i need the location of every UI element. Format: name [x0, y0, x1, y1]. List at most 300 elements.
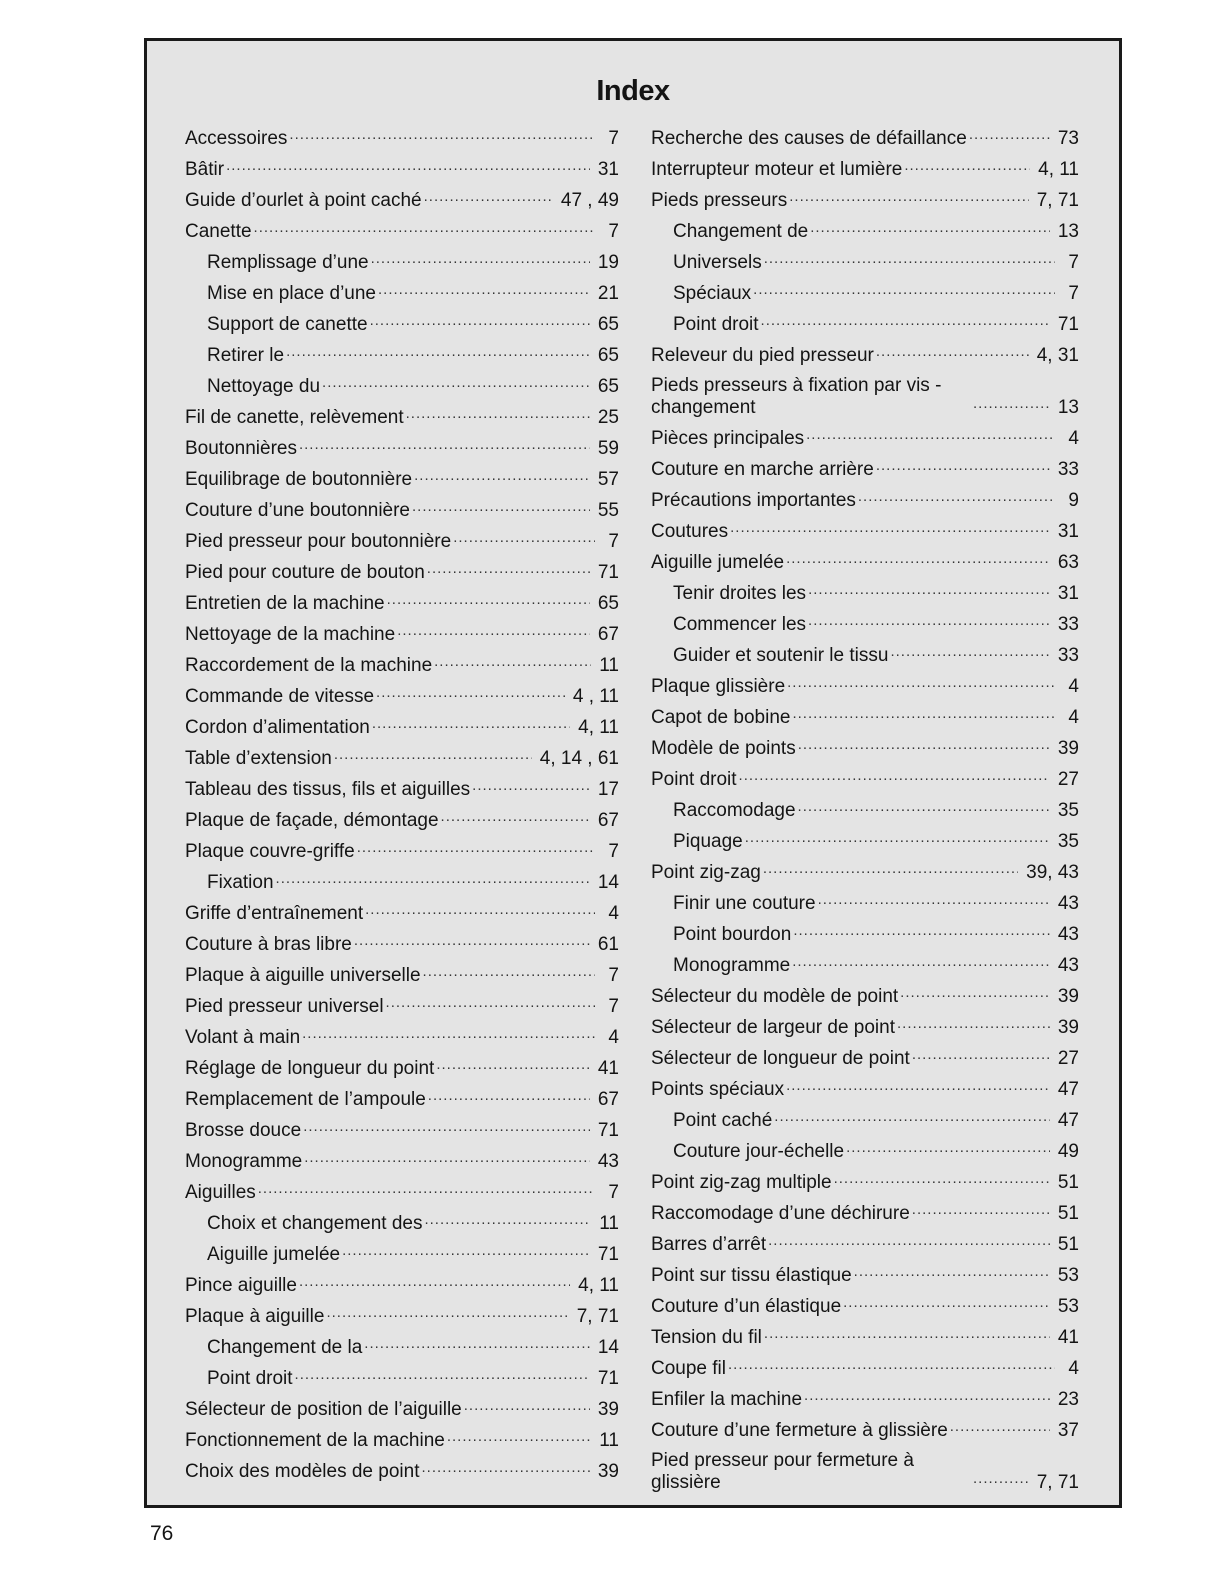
- index-entry-text: Interrupteur moteur et lumière: [651, 159, 903, 180]
- dot-leader: [424, 1209, 591, 1231]
- index-entry-page: 7: [608, 1182, 619, 1203]
- index-entry-page: 11: [599, 1213, 619, 1234]
- index-entry: [185, 367, 619, 398]
- index-entry-page: 31: [1057, 583, 1079, 604]
- index-entry: [651, 305, 1079, 336]
- index-entry: [185, 1235, 619, 1266]
- index-entry-page: 61: [597, 934, 619, 955]
- index-entry-text: Remplacement de l’ampoule: [185, 1089, 426, 1110]
- index-entry-text: Précautions importantes: [651, 490, 856, 511]
- dot-leader: [464, 1395, 590, 1417]
- index-entry-text: Aiguille jumelée: [207, 1244, 341, 1265]
- index-entry-page: 51: [1057, 1234, 1079, 1255]
- dot-leader: [302, 1023, 595, 1045]
- index-entry-text: Couture d’une boutonnière: [185, 500, 411, 521]
- index-entry-text: Coutures: [651, 521, 729, 542]
- index-entry-text: Tableau des tissus, fils et aiguilles: [185, 779, 471, 800]
- index-entry-text: Guider et soutenir le tissu: [673, 645, 889, 666]
- index-entry: [651, 119, 1079, 150]
- index-entry-page: 41: [1057, 1327, 1079, 1348]
- dot-leader: [786, 548, 1050, 570]
- dot-leader: [728, 1354, 1055, 1376]
- index-entry: [651, 336, 1079, 367]
- index-entry: [185, 274, 619, 305]
- index-entry-text: Pince aiguille: [185, 1275, 297, 1296]
- index-entry: [185, 553, 619, 584]
- index-entry-page: 31: [1057, 521, 1079, 542]
- index-entry-page: 71: [597, 1368, 619, 1389]
- index-entry-text: Point zig-zag multiple: [651, 1172, 832, 1193]
- index-entry-text: Raccomodage d’une déchirure: [651, 1203, 910, 1224]
- index-entry-text: Aiguille jumelée: [651, 552, 785, 573]
- index-entry: [651, 1318, 1079, 1349]
- dot-leader: [804, 1385, 1050, 1407]
- index-entry: [651, 853, 1079, 884]
- index-entry-text: Sélecteur de largeur de point: [651, 1017, 895, 1038]
- dot-leader: [299, 434, 590, 456]
- index-entry: [651, 822, 1079, 853]
- index-entry-page: 13: [1057, 397, 1079, 418]
- dot-leader: [792, 951, 1050, 973]
- index-entry-page: 71: [1057, 314, 1079, 335]
- dot-leader: [876, 341, 1029, 363]
- index-entry-text: Changement de la: [207, 1337, 363, 1358]
- index-entry-page: 63: [1057, 552, 1079, 573]
- index-entry: [651, 543, 1079, 574]
- index-entry-text: Entretien de la machine: [185, 593, 385, 614]
- index-entry-text: Point zig-zag: [651, 862, 761, 883]
- index-entry: [185, 1390, 619, 1421]
- page-number: 76: [150, 1522, 174, 1545]
- index-entry-page: 33: [1057, 614, 1079, 635]
- index-entry-page: 4: [1068, 428, 1079, 449]
- index-column-left: [185, 119, 619, 1483]
- index-entry: [651, 977, 1079, 1008]
- dot-leader: [745, 827, 1050, 849]
- index-entry-text: Finir une couture: [673, 893, 816, 914]
- dot-leader: [950, 1416, 1050, 1438]
- index-entry-text: Guide d’ourlet à point caché: [185, 190, 422, 211]
- index-entry-text: Point droit: [207, 1368, 293, 1389]
- index-entry: [185, 770, 619, 801]
- index-entry: [185, 1173, 619, 1204]
- index-entry-text: Fixation: [207, 872, 274, 893]
- dot-leader: [890, 641, 1049, 663]
- index-entry-page: 53: [1057, 1296, 1079, 1317]
- index-entry-page: 35: [1057, 831, 1079, 852]
- dot-leader: [739, 765, 1050, 787]
- dot-leader: [436, 1054, 590, 1076]
- index-entry-text: Nettoyage de la machine: [185, 624, 396, 645]
- index-entry: [651, 150, 1079, 181]
- index-entry: [651, 450, 1079, 481]
- dot-leader: [386, 992, 595, 1014]
- dot-leader: [342, 1240, 590, 1262]
- index-entry: [651, 274, 1079, 305]
- dot-leader: [276, 868, 590, 890]
- index-entry-text: Remplissage d’une: [207, 252, 369, 273]
- index-entry: [185, 1204, 619, 1235]
- dot-leader: [798, 796, 1050, 818]
- index-entry-page: 4: [1068, 707, 1079, 728]
- index-entry-page: 7, 71: [576, 1306, 619, 1327]
- dot-leader: [289, 124, 595, 146]
- index-entry-page: 51: [1057, 1172, 1079, 1193]
- index-entry: [651, 760, 1079, 791]
- index-entry: [185, 1328, 619, 1359]
- index-entry-text: Equilibrage de boutonnière: [185, 469, 413, 490]
- index-entry-text: Sélecteur du modèle de point: [651, 986, 899, 1007]
- index-entry: [651, 1039, 1079, 1070]
- index-entry-page: 39: [597, 1399, 619, 1420]
- index-entry: [185, 150, 619, 181]
- dot-leader: [372, 713, 570, 735]
- index-entry: [185, 1111, 619, 1142]
- index-entry-text: Couture d’un élastique: [651, 1296, 842, 1317]
- index-entry-text: Bâtir: [185, 159, 225, 180]
- index-entry-page: 71: [597, 1244, 619, 1265]
- index-entry: [185, 1018, 619, 1049]
- index-entry: [185, 863, 619, 894]
- index-entry: [651, 1349, 1079, 1380]
- index-entry-page: 11: [599, 655, 619, 676]
- dot-leader: [424, 186, 553, 208]
- dot-leader: [912, 1199, 1050, 1221]
- index-entry-text: Pièces principales: [651, 428, 805, 449]
- index-entry-page: 39: [597, 1461, 619, 1482]
- index-entry-text: Enfiler la machine: [651, 1389, 803, 1410]
- index-entry-text: Points spéciaux: [651, 1079, 785, 1100]
- index-entry-text: Pied presseur pour boutonnière: [185, 531, 452, 552]
- dot-leader: [764, 1323, 1050, 1345]
- index-entry-page: 4, 11: [578, 717, 619, 738]
- index-entry-text: Pieds presseurs à fixation par vis - changement: [651, 375, 942, 418]
- dot-leader: [286, 341, 590, 363]
- index-entry: [185, 336, 619, 367]
- index-entry: [185, 1080, 619, 1111]
- index-entry: [185, 739, 619, 770]
- index-entry-page: 13: [1057, 221, 1079, 242]
- dot-leader: [753, 279, 1055, 301]
- dot-leader: [371, 248, 590, 270]
- index-entry: [651, 243, 1079, 274]
- index-entry-page: 67: [597, 810, 619, 831]
- index-entry-page: 7: [608, 996, 619, 1017]
- index-entry: [185, 429, 619, 460]
- index-entry-page: 33: [1057, 645, 1079, 666]
- index-entry-page: 37: [1057, 1420, 1079, 1441]
- index-entry: [185, 1049, 619, 1080]
- index-entry: [651, 1256, 1079, 1287]
- dot-leader: [764, 248, 1055, 270]
- dot-leader: [818, 889, 1050, 911]
- index-entry-page: 4, 11: [1038, 159, 1079, 180]
- index-entry: [185, 305, 619, 336]
- dot-leader: [792, 703, 1055, 725]
- index-entry-page: 39, 43: [1026, 862, 1079, 883]
- index-entry-text: Monogramme: [185, 1151, 303, 1172]
- index-entry-text: Nettoyage du: [207, 376, 321, 397]
- index-entry-page: 59: [597, 438, 619, 459]
- dot-leader: [846, 1137, 1050, 1159]
- dot-leader: [421, 1457, 589, 1479]
- index-entry-page: 39: [1057, 738, 1079, 759]
- index-entry: [651, 1380, 1079, 1411]
- index-entry: [651, 1008, 1079, 1039]
- index-entry: [185, 460, 619, 491]
- index-entry-text: Boutonnières: [185, 438, 297, 459]
- index-entry: [185, 832, 619, 863]
- index-entry-page: 65: [597, 593, 619, 614]
- index-entry-text: Recherche des causes de défaillance: [651, 128, 967, 149]
- index-entry-text: Couture en marche arrière: [651, 459, 874, 480]
- index-entry: [651, 181, 1079, 212]
- index-entry-text: Mise en place d’une: [207, 283, 376, 304]
- index-entry-text: Changement de: [673, 221, 809, 242]
- index-entry: [651, 574, 1079, 605]
- dot-leader: [761, 310, 1050, 332]
- index-entry-text: Choix des modèles de point: [185, 1461, 420, 1482]
- index-entry-text: Point sur tissu élastique: [651, 1265, 852, 1286]
- index-entry-text: Support de canette: [207, 314, 368, 335]
- index-entry: [651, 367, 1079, 419]
- dot-leader: [973, 393, 1050, 415]
- index-entry-page: 65: [597, 314, 619, 335]
- dot-leader: [774, 1106, 1050, 1128]
- dot-leader: [453, 527, 595, 549]
- index-entry-text: Fil de canette, relèvement: [185, 407, 404, 428]
- dot-leader: [763, 858, 1018, 880]
- index-entry-page: 41: [597, 1058, 619, 1079]
- index-entry-page: 57: [597, 469, 619, 490]
- index-entry-page: 7: [1068, 252, 1079, 273]
- dot-leader: [299, 1271, 570, 1293]
- index-column-right: [651, 119, 1079, 1494]
- dot-leader: [365, 899, 595, 921]
- index-entry: [651, 946, 1079, 977]
- index-entry-page: 7, 71: [1036, 1472, 1079, 1493]
- index-entry-page: 43: [1057, 893, 1079, 914]
- index-entry-text: Volant à main: [185, 1027, 301, 1048]
- index-entry: [185, 522, 619, 553]
- index-entry: [651, 791, 1079, 822]
- dot-leader: [427, 558, 590, 580]
- dot-leader: [798, 734, 1050, 756]
- index-entry-page: 25: [597, 407, 619, 428]
- index-entry-text: Couture jour-échelle: [673, 1141, 845, 1162]
- index-entry: [651, 419, 1079, 450]
- index-entry-page: 23: [1057, 1389, 1079, 1410]
- index-entry: [185, 677, 619, 708]
- index-entry-text: Monogramme: [673, 955, 791, 976]
- index-entry-text: Point droit: [651, 769, 737, 790]
- index-entry: [185, 1452, 619, 1483]
- index-entry-text: Commencer les: [673, 614, 807, 635]
- dot-leader: [406, 403, 590, 425]
- index-entry-text: Retirer le: [207, 345, 285, 366]
- index-entry-text: Pied presseur pour fermeture à glissière: [651, 1450, 914, 1493]
- dot-leader: [834, 1168, 1050, 1190]
- index-entry-text: Plaque à aiguille universelle: [185, 965, 421, 986]
- index-entry: [185, 1359, 619, 1390]
- index-entry-page: 47: [1057, 1079, 1079, 1100]
- dot-leader: [258, 1178, 595, 1200]
- index-entry-text: Plaque de façade, démontage: [185, 810, 439, 831]
- index-entry-text: Modèle de points: [651, 738, 796, 759]
- index-entry-text: Tension du fil: [651, 1327, 762, 1348]
- index-entry-page: 31: [597, 159, 619, 180]
- index-entry-text: Pied pour couture de bouton: [185, 562, 425, 583]
- index-entry-page: 55: [597, 500, 619, 521]
- index-entry-page: 67: [597, 624, 619, 645]
- dot-leader: [322, 372, 590, 394]
- index-entry: [185, 398, 619, 429]
- index-entry: [185, 1297, 619, 1328]
- index-entry: [651, 212, 1079, 243]
- index-entry-page: 39: [1057, 1017, 1079, 1038]
- index-entry: [185, 491, 619, 522]
- index-entry: [185, 925, 619, 956]
- dot-leader: [447, 1426, 591, 1448]
- index-entry: [651, 1070, 1079, 1101]
- dot-leader: [787, 672, 1055, 694]
- index-entry-page: 7: [608, 531, 619, 552]
- dot-leader: [254, 217, 595, 239]
- dot-leader: [789, 186, 1029, 208]
- index-entry-text: Couture d’une fermeture à glissière: [651, 1420, 948, 1441]
- index-entry-text: Sélecteur de longueur de point: [651, 1048, 910, 1069]
- index-entry-text: Tenir droites les: [673, 583, 807, 604]
- index-entry-page: 71: [597, 1120, 619, 1141]
- dot-leader: [806, 424, 1055, 446]
- dot-leader: [810, 217, 1050, 239]
- index-entry-text: Raccomodage: [673, 800, 796, 821]
- dot-leader: [387, 589, 590, 611]
- index-entry-page: 7: [608, 128, 619, 149]
- index-entry-text: Capot de bobine: [651, 707, 791, 728]
- dot-leader: [808, 610, 1050, 632]
- index-entry: [651, 698, 1079, 729]
- dot-leader: [912, 1044, 1050, 1066]
- page-title: Index: [596, 75, 670, 107]
- index-entry: [651, 1101, 1079, 1132]
- dot-leader: [303, 1116, 590, 1138]
- index-entry-text: Coupe fil: [651, 1358, 726, 1379]
- index-entry-page: 4, 11: [578, 1275, 619, 1296]
- index-entry-page: 73: [1057, 128, 1079, 149]
- index-entry-page: 19: [597, 252, 619, 273]
- index-entry-page: 4: [1068, 1358, 1079, 1379]
- index-entry: [651, 481, 1079, 512]
- index-entry-text: Accessoires: [185, 128, 288, 149]
- index-entry-text: Brosse douce: [185, 1120, 302, 1141]
- index-entry: [651, 636, 1079, 667]
- index-entry-page: 9: [1068, 490, 1079, 511]
- index-entry: [651, 915, 1079, 946]
- dot-leader: [428, 1085, 590, 1107]
- index-entry: [185, 894, 619, 925]
- dot-leader: [793, 920, 1050, 942]
- dot-leader: [434, 651, 591, 673]
- index-entry-page: 7: [608, 965, 619, 986]
- dot-leader: [354, 930, 590, 952]
- index-entry-page: 7: [608, 221, 619, 242]
- dot-leader: [786, 1075, 1050, 1097]
- index-entry-page: 7, 71: [1036, 190, 1079, 211]
- dot-leader: [858, 486, 1055, 508]
- dot-leader: [326, 1302, 568, 1324]
- index-entry-text: Raccordement de la machine: [185, 655, 433, 676]
- dot-leader: [973, 1468, 1029, 1490]
- index-entry-page: 39: [1057, 986, 1079, 1007]
- index-entry-text: Plaque à aiguille: [185, 1306, 325, 1327]
- index-entry: [651, 1287, 1079, 1318]
- dot-leader: [768, 1230, 1050, 1252]
- dot-leader: [334, 744, 532, 766]
- dot-leader: [904, 155, 1030, 177]
- index-panel: [144, 38, 1122, 1508]
- dot-leader: [423, 961, 595, 983]
- index-entry-page: 53: [1057, 1265, 1079, 1286]
- dot-leader: [843, 1292, 1050, 1314]
- dot-leader: [304, 1147, 590, 1169]
- index-entry: [651, 1442, 1079, 1494]
- dot-leader: [897, 1013, 1050, 1035]
- dot-leader: [226, 155, 590, 177]
- index-entry-text: Point droit: [673, 314, 759, 335]
- dot-leader: [730, 517, 1050, 539]
- index-entry: [651, 1411, 1079, 1442]
- index-entry-page: 4, 31: [1036, 345, 1079, 366]
- index-entry: [185, 801, 619, 832]
- index-entry-page: 65: [597, 345, 619, 366]
- index-entry: [185, 646, 619, 677]
- index-entry: [185, 243, 619, 274]
- index-entry-page: 14: [597, 1337, 619, 1358]
- dot-leader: [376, 682, 565, 704]
- index-entry-text: Sélecteur de position de l’aiguille: [185, 1399, 462, 1420]
- dot-leader: [397, 620, 590, 642]
- index-entry-page: 47: [1057, 1110, 1079, 1131]
- index-entry-page: 33: [1057, 459, 1079, 480]
- index-entry: [651, 1163, 1079, 1194]
- index-entry-text: Pieds presseurs: [651, 190, 788, 211]
- index-entry-page: 21: [597, 283, 619, 304]
- dot-leader: [472, 775, 590, 797]
- index-entry-text: Aiguilles: [185, 1182, 256, 1203]
- index-entry-text: Point caché: [673, 1110, 773, 1131]
- index-entry-page: 4: [608, 1027, 619, 1048]
- index-entry-page: 14: [597, 872, 619, 893]
- dot-leader: [854, 1261, 1050, 1283]
- index-entry-page: 27: [1057, 769, 1079, 790]
- index-entry-page: 43: [597, 1151, 619, 1172]
- index-entry-page: 43: [1057, 924, 1079, 945]
- index-entry-text: Spéciaux: [673, 283, 752, 304]
- index-entry: [185, 708, 619, 739]
- index-entry-text: Point bourdon: [673, 924, 792, 945]
- index-entry-text: Cordon d’alimentation: [185, 717, 370, 738]
- dot-leader: [364, 1333, 590, 1355]
- index-entry-page: 65: [597, 376, 619, 397]
- index-entry: [185, 1142, 619, 1173]
- index-entry: [185, 584, 619, 615]
- dot-leader: [969, 124, 1050, 146]
- index-entry: [185, 181, 619, 212]
- index-entry-text: Plaque glissière: [651, 676, 786, 697]
- index-entry-text: Table d’extension: [185, 748, 332, 769]
- index-entry-text: Canette: [185, 221, 252, 242]
